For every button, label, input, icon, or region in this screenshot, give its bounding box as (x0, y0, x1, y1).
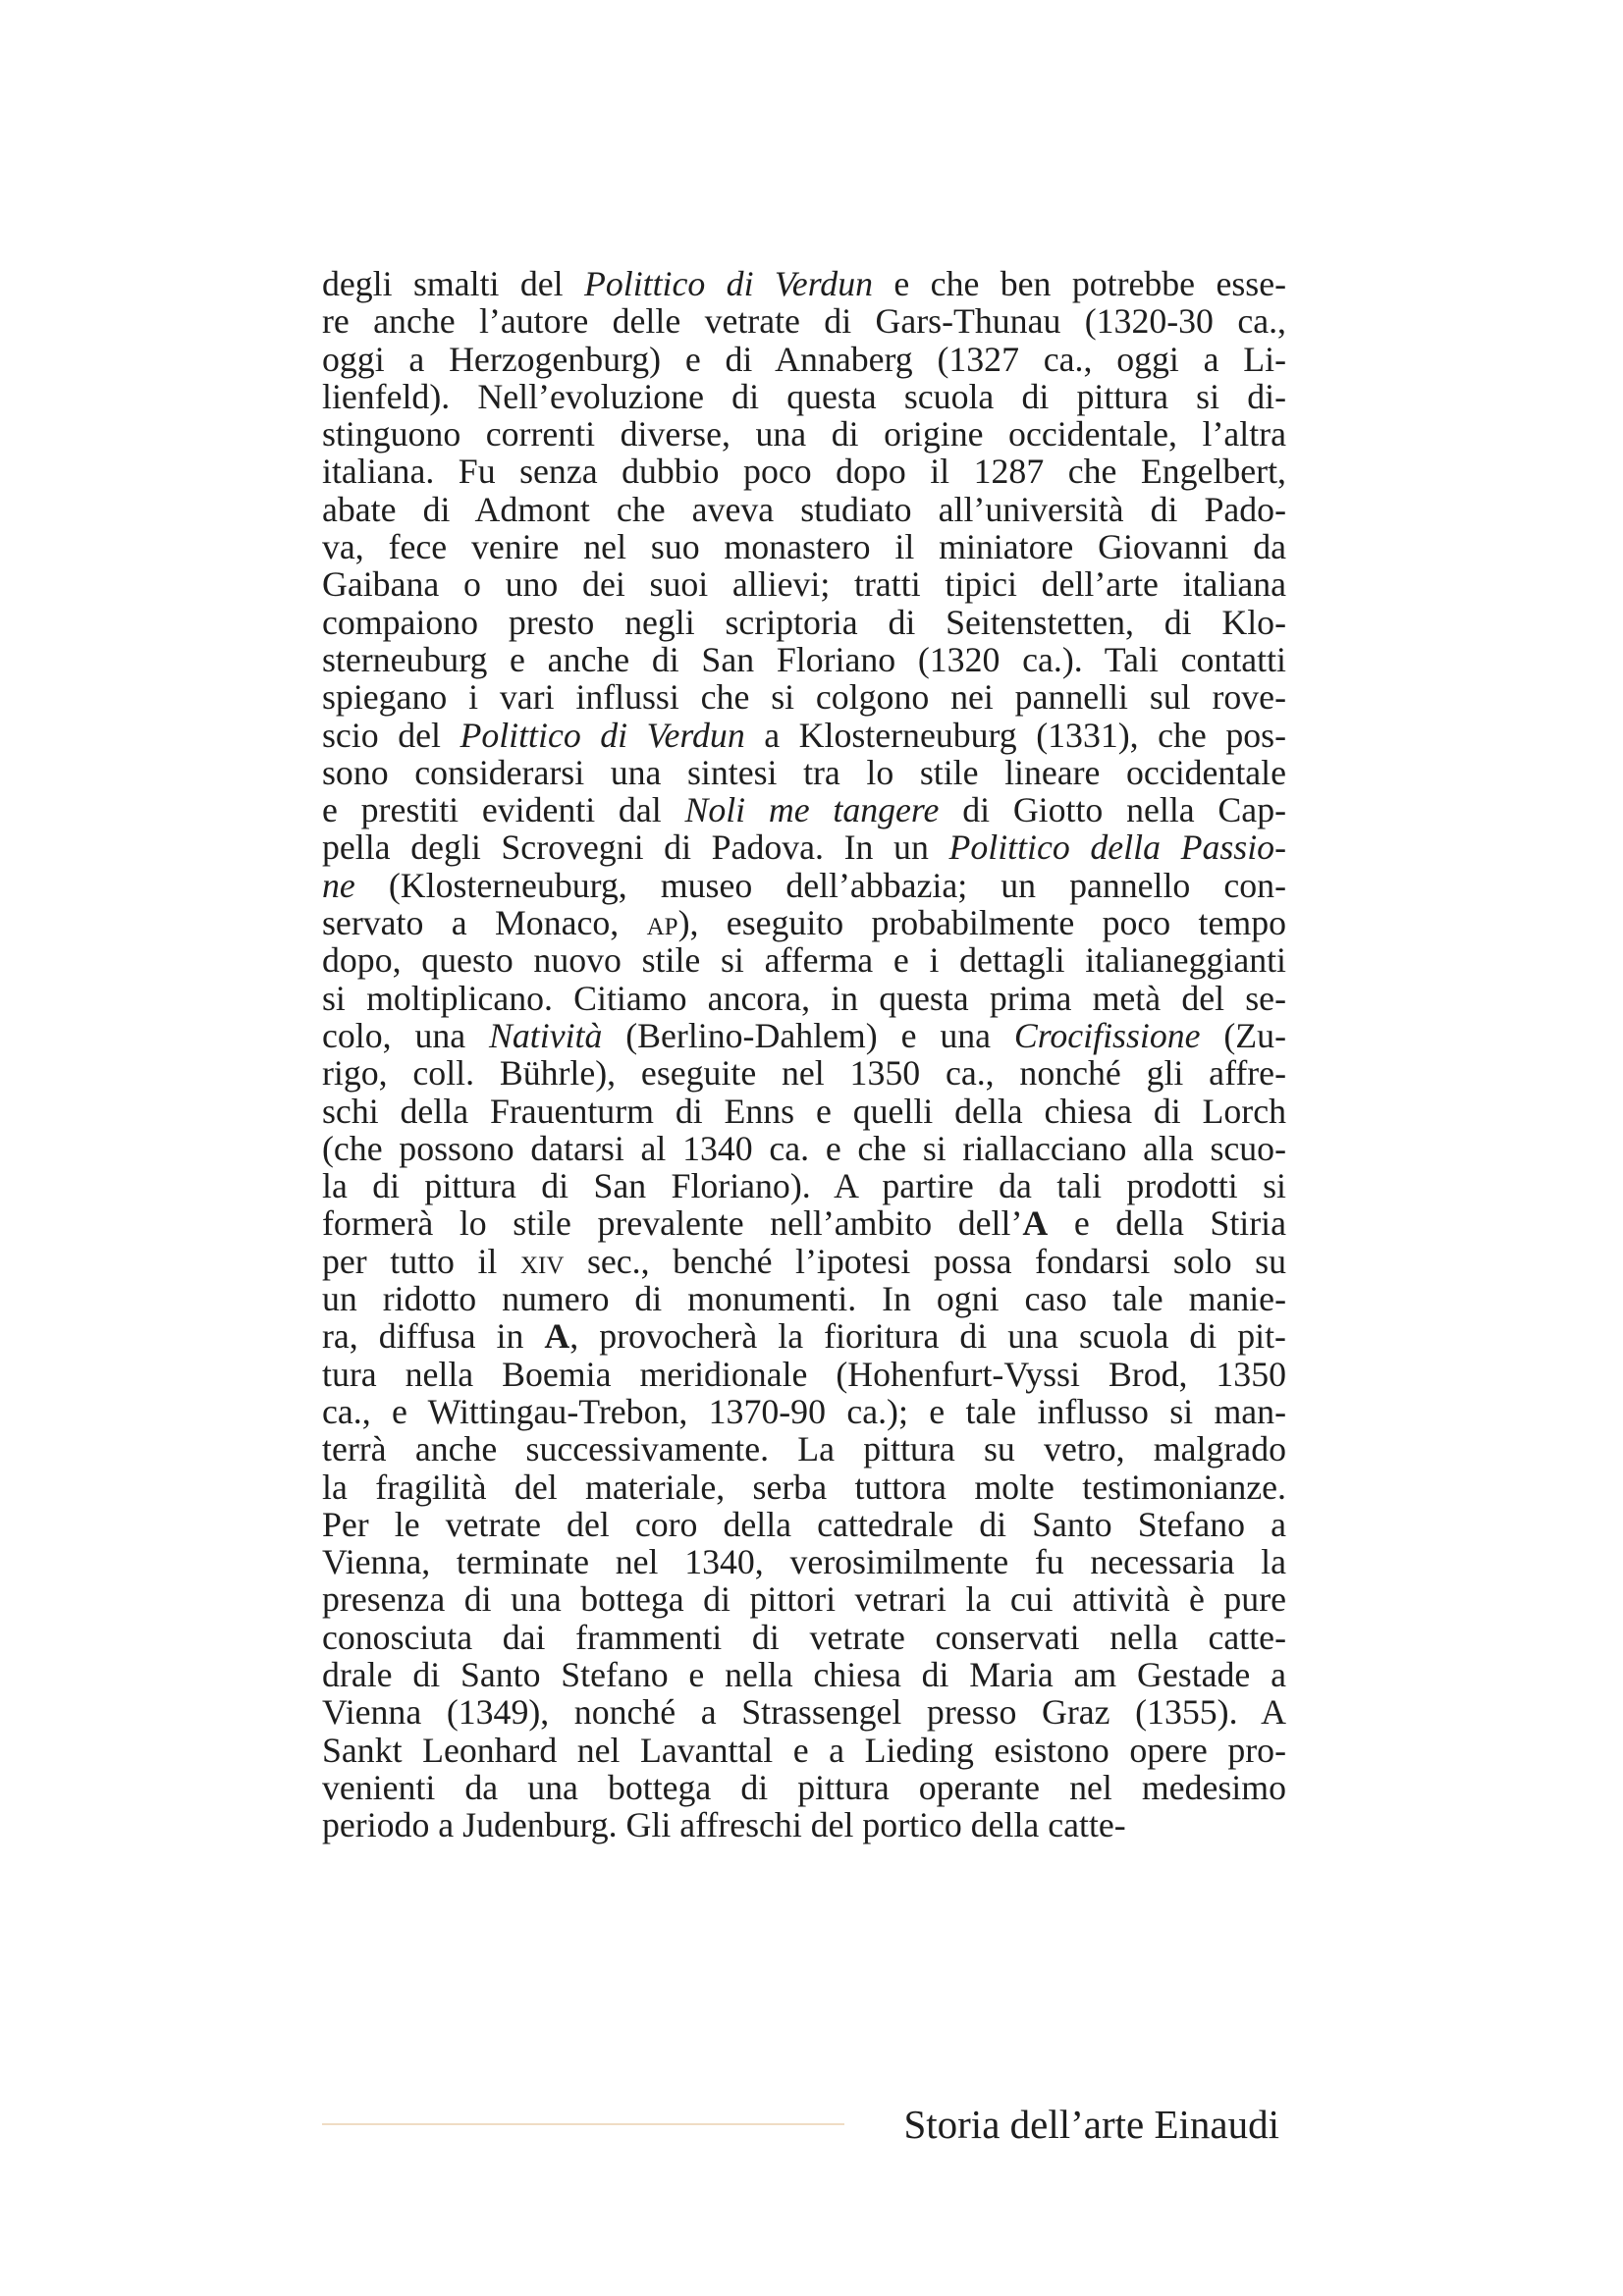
text-line (322, 717, 1286, 754)
text-run: sec., benché l’ipotesi possa fondarsi solo su (564, 1241, 1286, 1281)
text-line (322, 565, 1286, 603)
italic-title: Polittico della Passio- (948, 828, 1286, 868)
text-line (322, 265, 1286, 302)
text-line (322, 453, 1286, 490)
italic-title: Natività (489, 1015, 603, 1055)
text-line (322, 604, 1286, 641)
text-line (322, 791, 1286, 828)
text-line (322, 378, 1286, 415)
text-run: dopo, questo nuovo stile si afferma e i dettagli italianeggianti (322, 940, 1286, 981)
text-line (322, 1054, 1286, 1092)
text-line (322, 1356, 1286, 1393)
text-line (322, 415, 1286, 453)
footer-rule (322, 2123, 844, 2125)
text-run: ), eseguito probabilmente poco tempo (677, 903, 1287, 943)
text-line (322, 1693, 1286, 1731)
text-run: (Zu- (1200, 1015, 1286, 1055)
text-run: di Giotto nella Cap- (939, 790, 1287, 830)
text-run: schi della Frauenturm di Enns e quelli della chiesa di Lorch (322, 1091, 1286, 1131)
text-line (322, 1806, 1286, 1843)
text-line (322, 904, 1286, 941)
text-run: (Berlino-Dahlem) e una (602, 1015, 1014, 1055)
text-run: spiegano i vari influssi che si colgono nei pannelli sul rove- (322, 677, 1286, 718)
italic-title: Polittico di Verdun (460, 715, 745, 755)
bold-term: A (544, 1316, 570, 1357)
text-line (322, 341, 1286, 378)
text-run: lienfeld). Nell’evoluzione di questa scuola di pittura si di- (322, 376, 1286, 416)
italic-title: Crocifissione (1013, 1015, 1201, 1055)
text-line (322, 1468, 1286, 1506)
text-run: sono considerarsi una sintesi tra lo stile lineare occidentale (322, 752, 1286, 792)
text-run: e che ben potrebbe esse- (873, 264, 1287, 303)
text-line (322, 302, 1286, 340)
text-run: la fragilità del materiale, serba tuttora molte testimonianze. (322, 1467, 1286, 1507)
text-run: sterneuburg e anche di San Floriano (1320 ca.). Tali contatti (322, 639, 1286, 679)
text-line (322, 828, 1286, 866)
text-line (322, 1017, 1286, 1054)
text-run: colo, una (322, 1015, 490, 1055)
text-run: rigo, coll. Bührle), eseguite nel 1350 ca., nonché gli affre- (322, 1053, 1286, 1094)
italic-title: Noli me tangere (684, 790, 940, 830)
text-line (322, 1619, 1286, 1656)
text-run: va, fece venire nel suo monastero il miniatore Giovanni da (322, 527, 1286, 567)
text-run: servato a Monaco, (322, 903, 647, 943)
text-line (322, 1093, 1286, 1130)
text-run: Vienna, terminate nel 1340, verosimilmente fu necessaria la (322, 1542, 1286, 1582)
body-text (322, 265, 1286, 1843)
italic-title: Polittico di Verdun (584, 264, 873, 303)
text-run: venienti da una bottega di pittura operante nel medesimo (322, 1767, 1286, 1807)
text-line (322, 1656, 1286, 1693)
text-run: scio del (322, 715, 460, 755)
text-run: formerà lo stile prevalente nell’ambito dell’ (322, 1203, 1023, 1244)
text-run: e della Stiria (1048, 1203, 1286, 1244)
text-line (322, 1167, 1286, 1204)
text-run: italiana. Fu senza dubbio poco dopo il 1287 che Engelbert, (322, 452, 1286, 492)
text-run: compaiono presto negli scriptoria di Seitenstetten, di Klo- (322, 602, 1286, 642)
text-run: oggi a Herzogenburg) e di Annaberg (1327 ca., oggi a Li- (322, 339, 1286, 379)
text-run: (Klosterneuburg, museo dell’abbazia; un pannello con- (354, 865, 1286, 905)
text-line (322, 528, 1286, 565)
text-run: (che possono datarsi al 1340 ca. e che si riallacciano alla scuo- (322, 1128, 1286, 1168)
text-line (322, 1317, 1286, 1355)
text-run: degli smalti del (322, 264, 584, 303)
text-run: , provocherà la fioritura di una scuola di pit- (569, 1316, 1286, 1357)
text-run: Sankt Leonhard nel Lavanttal e a Lieding esistono opere pro- (322, 1730, 1286, 1770)
text-run: pella degli Scrovegni di Padova. In un (322, 828, 949, 868)
text-line (322, 1543, 1286, 1580)
text-line (322, 641, 1286, 678)
text-line (322, 941, 1286, 979)
text-run: e prestiti evidenti dal (322, 790, 685, 830)
text-run: abate di Admont che aveva studiato all’università di Pado- (322, 489, 1286, 529)
text-run: Gaibana o uno dei suoi allievi; tratti tipici dell’arte italiana (322, 564, 1286, 605)
text-line (322, 1506, 1286, 1543)
text-run: ca., e Wittingau-Trebon, 1370-90 ca.); e tale influsso si man- (322, 1391, 1286, 1431)
text-run: presenza di una bottega di pittori vetrari la cui attività è pure (322, 1579, 1286, 1620)
text-run: un ridotto numero di monumenti. In ogni caso tale manie- (322, 1279, 1286, 1319)
italic-title: ne (322, 865, 355, 905)
text-line (322, 980, 1286, 1017)
text-line (322, 1280, 1286, 1317)
text-run: ra, diffusa in (322, 1316, 545, 1357)
text-run: per tutto il (322, 1241, 520, 1281)
text-run: si moltiplicano. Citiamo ancora, in questa prima metà del se- (322, 978, 1286, 1018)
text-line (322, 1393, 1286, 1430)
text-line (322, 1580, 1286, 1618)
text-line (322, 1204, 1286, 1242)
text-run: periodo a Judenburg. Gli affreschi del portico della catte- (322, 1805, 1126, 1845)
text-run: a Klosterneuburg (1331), che pos- (744, 715, 1286, 755)
text-run: la di pittura di San Floriano). A partire da tali prodotti si (322, 1166, 1286, 1206)
text-run: terrà anche successivamente. La pittura su vetro, malgrado (322, 1429, 1286, 1469)
text-line (322, 491, 1286, 528)
text-line (322, 754, 1286, 791)
footer-title: Storia dell’arte Einaudi (903, 2102, 1279, 2147)
bold-term: A (1022, 1203, 1049, 1244)
text-run: Per le vetrate del coro della cattedrale di Santo Stefano a (322, 1504, 1286, 1544)
text-line (322, 678, 1286, 716)
text-run: conosciuta dai frammenti di vetrate conservati nella catte- (322, 1617, 1286, 1657)
small-caps-abbreviation: ap (646, 903, 678, 943)
text-line (322, 867, 1286, 904)
text-line (322, 1243, 1286, 1280)
text-run: drale di Santo Stefano e nella chiesa di Maria am Gestade a (322, 1654, 1286, 1694)
text-run: Vienna (1349), nonché a Strassengel presso Graz (1355). A (322, 1692, 1286, 1733)
text-line (322, 1130, 1286, 1167)
text-run: stinguono correnti diverse, una di origine occidentale, l’altra (322, 414, 1286, 454)
text-line (322, 1769, 1286, 1806)
text-run: tura nella Boemia meridionale (Hohenfurt-Vyssi Brod, 1350 (322, 1354, 1286, 1394)
text-line (322, 1732, 1286, 1769)
small-caps-abbreviation: xiv (519, 1241, 565, 1281)
text-line (322, 1430, 1286, 1468)
text-run: re anche l’autore delle vetrate di Gars-Thunau (1320-30 ca., (322, 301, 1286, 342)
